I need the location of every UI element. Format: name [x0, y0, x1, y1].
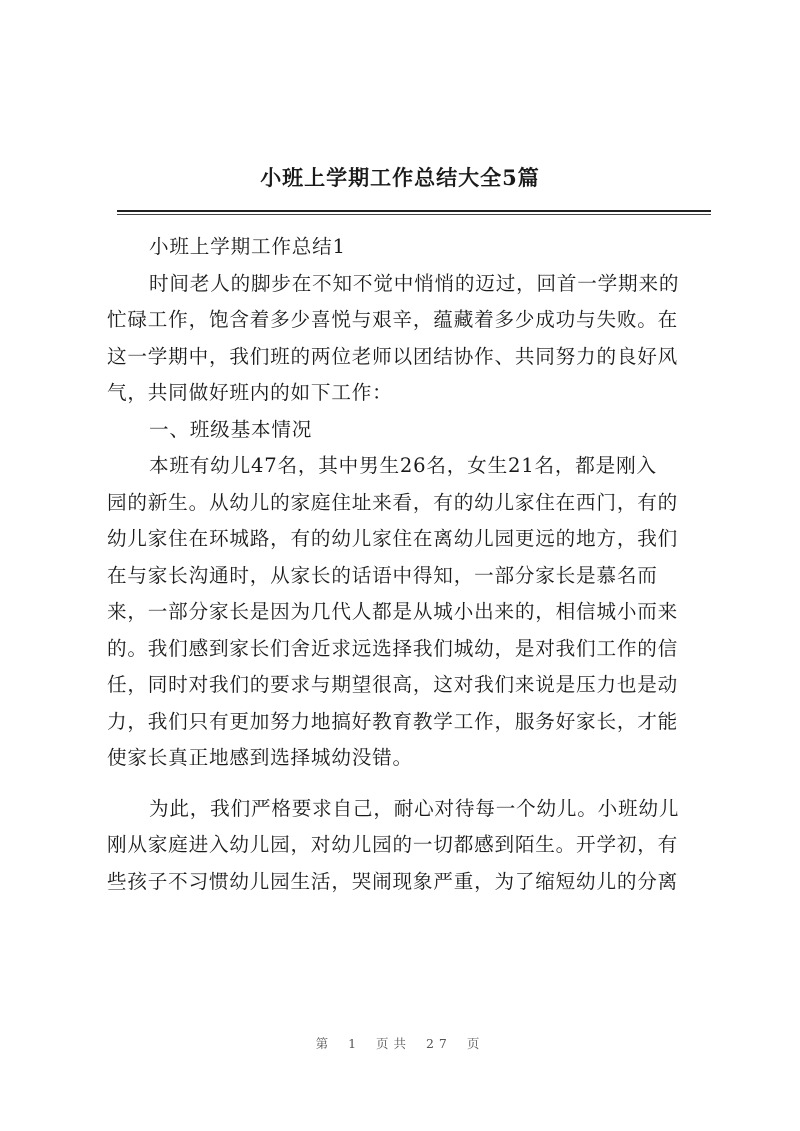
title-divider	[117, 210, 711, 212]
paragraph-spacer	[107, 777, 711, 791]
paragraph-line: 刚从家庭进入幼儿园，对幼儿园的一切都感到陌生。开学初，有	[107, 833, 679, 856]
paragraph-line: 任，同时对我们的要求与期望很高，这对我们来说是压力也是动	[107, 673, 679, 696]
document-body	[107, 229, 711, 900]
paragraph-line: 的。我们感到家长们舍近求远选择我们城幼，是对我们工作的信	[107, 636, 679, 660]
paragraph-line: 时间老人的脚步在不知不觉中悄悄的迈过，回首一学期来的	[149, 271, 680, 295]
paragraph-line: 来，一部分家长是因为几代人都是从城小出来的，相信城小而来	[107, 600, 679, 623]
paragraph-line: 些孩子不习惯幼儿园生活，哭闹现象严重，为了缩短幼儿的分离	[107, 869, 679, 893]
page-number-footer: 第 1 页共 27 页	[315, 1036, 485, 1051]
paragraph-line: 幼儿家住在环城路，有的幼儿家住在离幼儿园更远的地方，我们	[107, 527, 679, 550]
paragraph-line: 力，我们只有更加努力地搞好教育教学工作，服务好家长，才能	[107, 709, 679, 733]
paragraph-line: 这一学期中，我们班的两位老师以团结协作、共同努力的良好风	[107, 344, 679, 368]
paragraph-line: 园的新生。从幼儿的家庭住址来看，有的幼儿家住在西门，有的	[107, 490, 679, 514]
paragraph-line: 气，共同做好班内的如下工作：	[107, 381, 393, 404]
paragraph-line: 使家长真正地感到选择城幼没错。	[107, 746, 413, 769]
section-heading: 小班上学期工作总结1	[149, 235, 346, 258]
document-title: 小班上学期工作总结大全5篇	[260, 165, 540, 190]
title-divider-thin	[117, 214, 711, 215]
paragraph-line: 忙碌工作，饱含着多少喜悦与艰辛，蕴藏着多少成功与失败。在	[107, 308, 679, 331]
paragraph-line: 为此，我们严格要求自己，耐心对待每一个幼儿。小班幼儿	[149, 796, 680, 820]
paragraph-line: 本班有幼儿47名，其中男生26名，女生21名，都是刚入	[149, 454, 657, 477]
subsection-heading: 一、班级基本情况	[149, 417, 313, 441]
paragraph-line: 在与家长沟通时，从家长的话语中得知，一部分家长是慕名而	[107, 563, 658, 587]
